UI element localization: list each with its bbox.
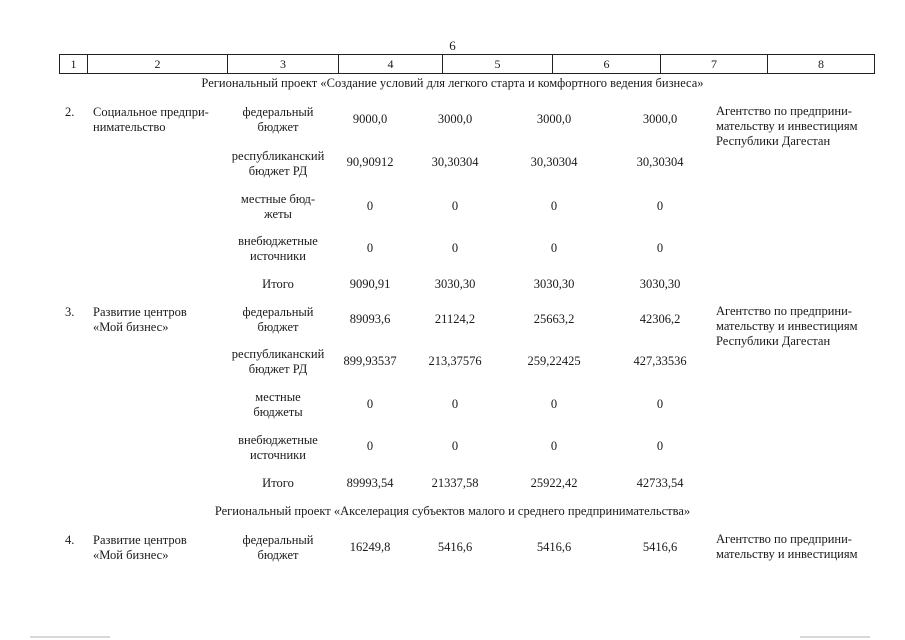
value-col5: 5416,6 <box>437 540 473 554</box>
source-line2: бюджет РД <box>248 362 308 376</box>
item-name-line2: нимательство <box>93 120 166 134</box>
item-name-line2: «Мой бизнес» <box>93 548 169 562</box>
header-col-2: 2 <box>88 55 228 73</box>
item-name-line1: Развитие центров <box>93 533 187 547</box>
value-total: 89093,6 <box>349 312 391 326</box>
source-line1: внебюджетные <box>238 433 318 447</box>
agency-line1: Агентство по предприни- <box>716 104 852 118</box>
value-col6: 0 <box>550 199 558 213</box>
header-col-8: 8 <box>768 55 875 73</box>
source-line2: бюджет <box>257 120 299 134</box>
source-line1: федеральный <box>242 105 314 119</box>
value-col7: 30,30304 <box>636 155 684 169</box>
value-col5: 21337,58 <box>431 476 479 490</box>
source-line1: федеральный <box>242 533 314 547</box>
item-number: 2. <box>65 105 75 119</box>
source-line1: республиканский <box>231 347 325 361</box>
source-line1: внебюджетные <box>238 234 318 248</box>
agency-line1: Агентство по предприни- <box>716 532 852 546</box>
value-col6: 0 <box>550 241 558 255</box>
header-col-5: 5 <box>443 55 553 73</box>
value-col5: 0 <box>451 241 459 255</box>
source-line1: федеральный <box>242 305 314 319</box>
section-title: Региональный проект «Акселерация субъектов малого и среднего предпринимательства» <box>214 504 691 518</box>
value-col7: 42733,54 <box>636 476 684 490</box>
agency-line3: Республики Дагестан <box>716 334 831 348</box>
value-col7: 0 <box>656 241 664 255</box>
agency-line1: Агентство по предприни- <box>716 304 852 318</box>
value-col6: 25922,42 <box>530 476 578 490</box>
value-col6: 259,22425 <box>527 354 581 368</box>
source-line2: бюджеты <box>253 405 303 419</box>
source-line2: источники <box>250 249 306 263</box>
value-col5: 0 <box>451 439 459 453</box>
value-col7: 0 <box>656 397 664 411</box>
value-col7: 3000,0 <box>642 112 678 126</box>
source-total-label: Итого <box>262 476 294 490</box>
source-line2: бюджет <box>257 320 299 334</box>
value-total: 16249,8 <box>349 540 391 554</box>
value-col6: 3000,0 <box>536 112 572 126</box>
source-line2: бюджет <box>257 548 299 562</box>
value-col7: 42306,2 <box>639 312 681 326</box>
scan-artifact <box>800 636 870 638</box>
agency-line2: мательству и инвестициям <box>716 119 858 133</box>
agency-line2: мательству и инвестициям <box>716 547 858 561</box>
header-col-7: 7 <box>661 55 768 73</box>
value-col6: 30,30304 <box>530 155 578 169</box>
value-col7: 0 <box>656 199 664 213</box>
source-line1: местные бюд- <box>240 192 316 206</box>
item-name-line2: «Мой бизнес» <box>93 320 169 334</box>
source-line1: республиканский <box>231 149 325 163</box>
table-header-row <box>59 54 875 74</box>
value-total: 9090,91 <box>349 277 391 291</box>
value-col6: 3030,30 <box>533 277 575 291</box>
item-name-line1: Социальное предпри- <box>93 105 209 119</box>
source-line2: жеты <box>264 207 292 221</box>
value-col5: 0 <box>451 397 459 411</box>
agency-line3: Республики Дагестан <box>716 134 831 148</box>
source-total-label: Итого <box>262 277 294 291</box>
value-col6: 0 <box>550 439 558 453</box>
value-col7: 3030,30 <box>639 277 681 291</box>
value-col7: 0 <box>656 439 664 453</box>
source-line1: местные <box>255 390 301 404</box>
item-name-line1: Развитие центров <box>93 305 187 319</box>
value-col6: 25663,2 <box>533 312 575 326</box>
value-col5: 213,37576 <box>428 354 482 368</box>
value-total: 9000,0 <box>352 112 388 126</box>
item-number: 3. <box>65 305 75 319</box>
value-col5: 30,30304 <box>431 155 479 169</box>
value-total: 0 <box>366 199 374 213</box>
value-total: 0 <box>366 397 374 411</box>
section-title: Региональный проект «Создание условий для легкого старта и комфортного ведения бизнеса» <box>201 76 704 90</box>
page-number: 6 <box>449 38 456 53</box>
header-col-3: 3 <box>228 55 339 73</box>
value-total: 90,90912 <box>346 155 394 169</box>
value-col5: 21124,2 <box>434 312 476 326</box>
header-col-1: 1 <box>60 55 88 73</box>
source-line2: источники <box>250 448 306 462</box>
value-col5: 3030,30 <box>434 277 476 291</box>
scan-artifact <box>30 636 110 638</box>
value-col7: 5416,6 <box>642 540 678 554</box>
value-total: 0 <box>366 439 374 453</box>
header-col-4: 4 <box>339 55 443 73</box>
header-col-6: 6 <box>553 55 661 73</box>
source-line2: бюджет РД <box>248 164 308 178</box>
agency-line2: мательству и инвестициям <box>716 319 858 333</box>
item-number: 4. <box>65 533 75 547</box>
value-col6: 5416,6 <box>536 540 572 554</box>
value-total: 899,93537 <box>343 354 397 368</box>
value-col7: 427,33536 <box>633 354 687 368</box>
value-col6: 0 <box>550 397 558 411</box>
value-total: 0 <box>366 241 374 255</box>
value-total: 89993,54 <box>346 476 394 490</box>
value-col5: 3000,0 <box>437 112 473 126</box>
value-col5: 0 <box>451 199 459 213</box>
